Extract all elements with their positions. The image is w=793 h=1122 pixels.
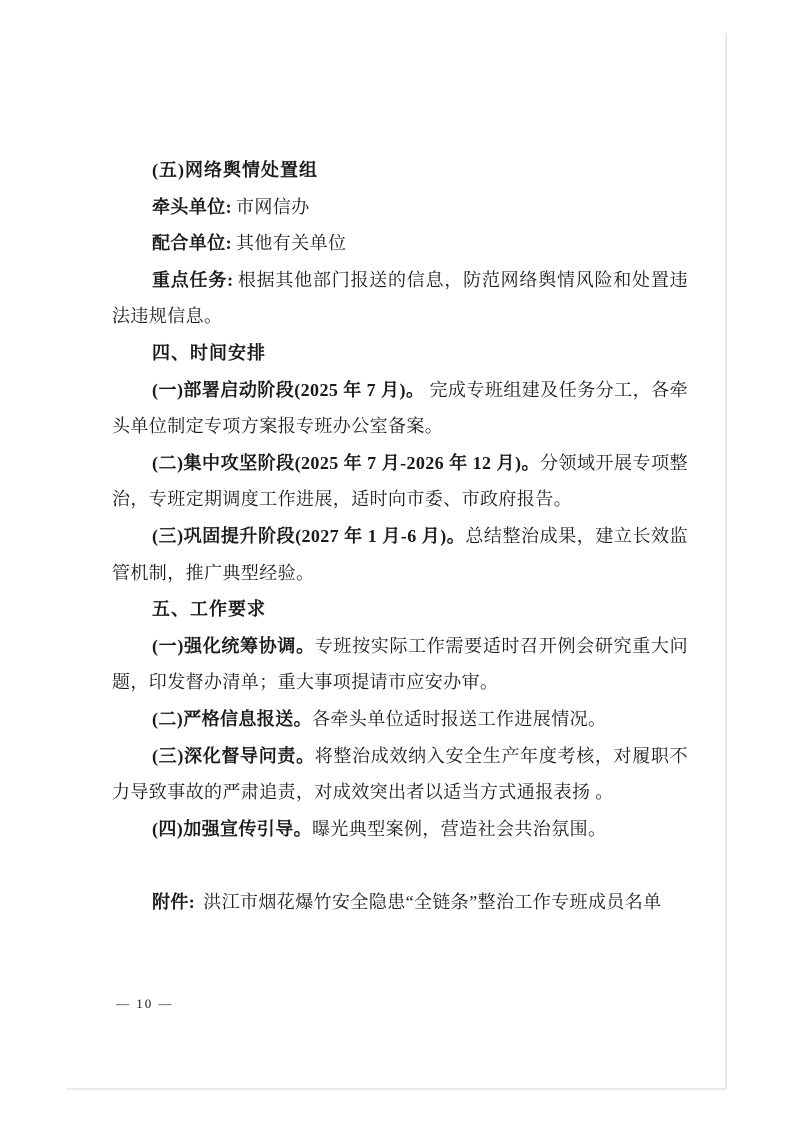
field-lead-unit [112,189,688,226]
item-lead: (二)集中攻坚阶段(2025 年 7 月-2026 年 12 月)。 [152,452,540,473]
item-lead: (三)巩固提升阶段(2027 年 1 月-6 月)。 [152,525,466,546]
section-heading-time-arrangement: 四、时间安排 [152,342,266,363]
group-heading-five: (五)网络舆情处置组 [152,160,318,180]
item-lead: (四)加强宣传引导。 [152,818,312,839]
field-label: 配合单位: [152,233,232,254]
section5-item-2 [112,701,688,738]
item-lead: (一)强化统筹协调。 [152,635,315,656]
field-key-tasks [112,262,688,335]
field-label: 牵头单位: [152,196,232,217]
attachment-label: 附件: [152,891,196,912]
item-text: 各牵头单位适时报送工作进展情况。 [312,708,607,729]
section5-item-4 [112,811,688,848]
attachment-line [112,884,688,921]
page-number: — 10 — [116,996,174,1011]
item-text: 将整治成效纳入安全生产年度考核，对履职不力导致事故的严肃追责，对成效突出者以适当方式通报表扬 。 [112,745,688,803]
item-lead: (二)严格信息报送。 [152,708,312,729]
item-lead: (三)深化督导问责。 [152,745,315,766]
page-edge-bottom-line [67,1088,727,1090]
field-label: 重点任务: [152,269,234,290]
item-text: 总结整治成果，建立长效监管机制，推广典型经验。 [112,525,688,583]
item-text: 完成专班组建及任务分工，各牵头单位制定专项方案报专班办公室备案。 [112,379,689,437]
item-text: 分领域开展专项整治，专班定期调度工作进展，适时向市委、市政府报告。 [112,452,688,510]
page-edge-right-line [725,33,727,1089]
section5-item-3 [112,738,688,811]
item-text: 曝光典型案例，营造社会共治氛围。 [312,818,607,839]
section4-item-2 [112,445,688,518]
section5-item-1 [112,628,688,701]
section4-item-3 [112,518,688,591]
field-value: 其他有关单位 [236,233,347,254]
section-heading-work-requirements: 五、工作要求 [152,599,266,620]
field-value: 市网信办 [236,196,310,217]
document-content [112,152,688,920]
section4-item-1 [112,372,688,445]
item-text: 专班按实际工作需要适时召开例会研究重大问题，印发督办清单；重大事项提请市应安办审。 [112,635,688,693]
field-cooperate-unit [112,225,688,262]
field-value: 根据其他部门报送的信息，防范网络舆情风险和处置违法违规信息。 [112,269,688,327]
attachment-text: 洪江市烟花爆竹安全隐患“全链条”整治工作专班成员名单 [203,891,662,912]
item-lead: (一)部署启动阶段(2025 年 7 月)。 [152,379,425,400]
